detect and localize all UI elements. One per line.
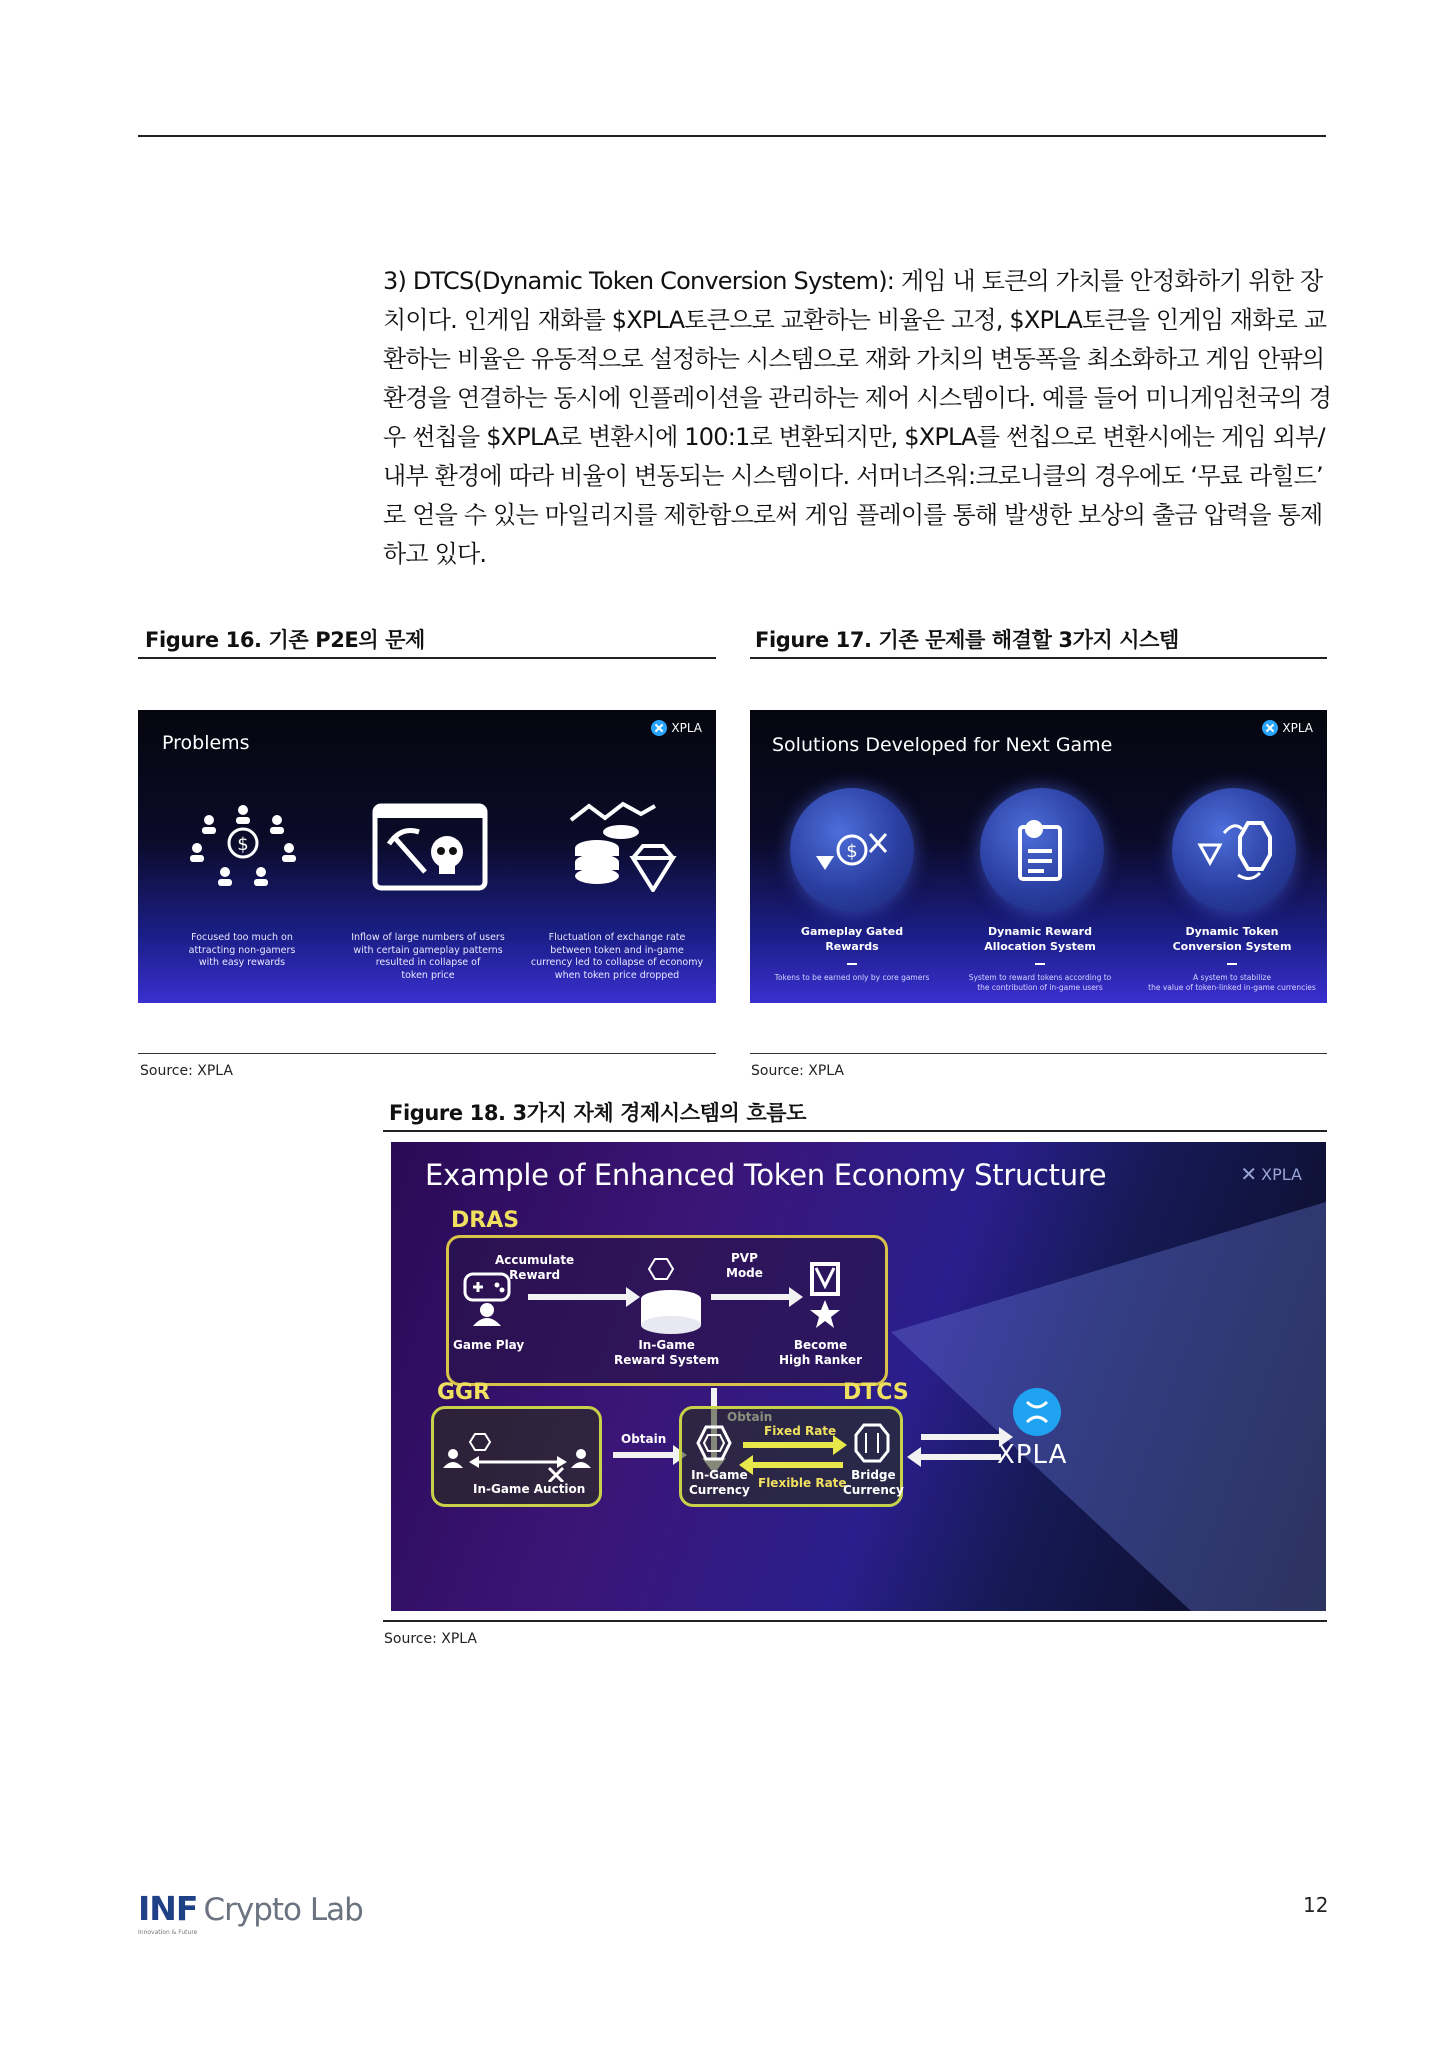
auction-trade-icon [437,1432,597,1482]
in-game-auction-label: In-Game Auction [473,1482,586,1496]
header-rule [138,135,1326,137]
problem-caption-1: Focused too much on attracting non-gamers with easy rewards [188,932,296,968]
figure16-bottom-rule [138,1053,716,1054]
slide-title: Solutions Developed for Next Game [772,734,1113,756]
ggr-label: GGR [437,1380,491,1405]
xpla-logo [1262,720,1313,736]
body-line: 우 썬칩을 $XPLA로 변환시에 100:1로 변환되지만, $XPLA를 썬칩으로 변환시에는 게임 외부/ [383,423,1325,451]
coins-diamond-icon [562,798,682,893]
figure18-slide [391,1142,1326,1611]
slide-title: Example of Enhanced Token Economy Structure [425,1158,1107,1192]
dtcs-label: DTCS [843,1380,909,1405]
figure16-source: Source: XPLA [140,1063,233,1079]
solution-desc-3: A system to stabilize the value of token-linked in-game currencies [1148,973,1316,992]
figure17-slide [750,710,1327,1003]
become-high-ranker-label: Become High Ranker [779,1338,863,1367]
gamepad-player-icon [457,1268,517,1328]
pvp-arrow [711,1294,791,1300]
obtain-horizontal-arrow [613,1452,675,1458]
body-line: 환하는 비율은 유동적으로 설정하는 시스템으로 재화 가치의 변동폭을 최소화하고 게임 안팎의 [383,345,1325,373]
pirate-game-icon [370,802,490,892]
xpla-circle-icon [1013,1388,1061,1436]
xpla-logo [651,720,702,736]
logo-subtitle: Innovation & Future [138,1929,198,1936]
fixed-rate-label: Fixed Rate [764,1424,837,1438]
body-line: 내부 환경에 따라 비율이 변동되는 시스템이다. 서머너즈워:크로니클의 경우에도 ‘무료 라힐드’ [383,462,1323,490]
xpla-logo [1240,1162,1302,1186]
svg-text:$: $ [846,841,858,862]
background-light-beam [891,1202,1326,1611]
flexible-rate-label: Flexible Rate [758,1476,847,1490]
body-line: 로 얻을 수 있는 마일리지를 제한함으로써 게임 플레이를 통해 발생한 보상의 출금 압력을 통제 [383,501,1323,529]
figure16-slide [138,710,716,1003]
fixed-rate-arrow [743,1442,835,1448]
game-play-label: Game Play [453,1338,525,1352]
svg-text:$: $ [237,834,249,855]
body-line: 3) DTCS(Dynamic Token Conversion System): 게임 내 토큰의 가치를 안정화하기 위한 장 [383,267,1323,295]
solution-name-2: Dynamic Reward Allocation System [984,925,1096,953]
body-paragraph [383,262,1332,574]
pvp-mode-label: PVP Mode [726,1251,763,1280]
figure18-title: Figure 18. 3가지 자체 경제시스템의 흐름도 [389,1101,807,1125]
divider-dash [1035,963,1045,965]
divider-dash [1227,963,1237,965]
problem-caption-3: Fluctuation of exchange rate between token and in-game currency led to collapse of economy when token price dropped [530,932,704,981]
figure17-title: Figure 17. 기존 문제를 해결할 3가지 시스템 [755,628,1179,652]
bridge-currency-icon [849,1420,895,1466]
token-conversion-icon [1172,788,1296,912]
figure18-bottom-rule [383,1620,1327,1622]
bridge-right-arrow [921,1434,1001,1440]
solution-name-3: Dynamic Token Conversion System [1172,925,1292,953]
solution-desc-2: System to reward tokens according to the contribution of in-game users [968,973,1112,992]
xpla-x-icon: ✕ [1240,1162,1258,1186]
page-number: 12 [1303,1893,1329,1917]
bridge-left-arrow [919,1454,1001,1460]
body-line: 치이다. 인게임 재화를 $XPLA토큰으로 교환하는 비율은 고정, $XPLA토큰을 인게임 재화로 교 [383,306,1327,334]
problem-caption-2: Inflow of large numbers of users with certain gameplay patterns resulted in collapse of token price [351,932,505,981]
accumulate-arrow [528,1294,628,1300]
obtain-horizontal-label: Obtain [621,1432,667,1446]
users-exchange-icon [178,798,308,888]
figure17-source: Source: XPLA [751,1063,844,1079]
gameplay-gated-icon [790,788,914,912]
in-game-reward-system-label: In-Game Reward System [614,1338,720,1367]
body-line: 하고 있다. [383,540,487,568]
figure16-title-rule [138,657,716,659]
divider-dash [847,963,857,965]
figure18-source: Source: XPLA [384,1631,477,1647]
xpla-icon [1262,720,1278,736]
xpla-wordmark: XPLA [997,1440,1068,1470]
xpla-logo-text: XPLA [671,721,702,735]
xpla-logo-text: XPLA [1261,1164,1302,1184]
slide-title: Problems [162,732,250,754]
solution-name-1: Gameplay Gated Rewards [800,925,904,953]
in-game-currency-icon [689,1420,739,1466]
logo-crypto-text: Crypto Lab [203,1892,363,1928]
xpla-logo-text: XPLA [1282,721,1313,735]
reward-database-icon [631,1252,711,1342]
flexible-rate-arrow [751,1462,843,1468]
figure16-title: Figure 16. 기존 P2E의 문제 [145,628,425,652]
solution-desc-1: Tokens to be earned only by core gamers [774,973,930,982]
xpla-icon [651,720,667,736]
accumulate-reward-label: Accumulate Reward [495,1253,575,1282]
dras-label: DRAS [451,1208,520,1233]
inf-cryptolab-logo [138,1889,363,1936]
bridge-currency-label: Bridge Currency [843,1468,904,1497]
in-game-currency-label: In-Game Currency [689,1468,750,1497]
figure17-bottom-rule [750,1053,1327,1054]
ranker-medal-icon [795,1262,855,1332]
reward-document-icon [980,788,1104,912]
body-line: 환경을 연결하는 동시에 인플레이션을 관리하는 제어 시스템이다. 예를 들어 미니게임천국의 경 [383,384,1332,412]
logo-inf-text: INF [138,1889,198,1928]
figure18-title-rule [383,1130,1327,1132]
figure17-title-rule [750,657,1327,659]
